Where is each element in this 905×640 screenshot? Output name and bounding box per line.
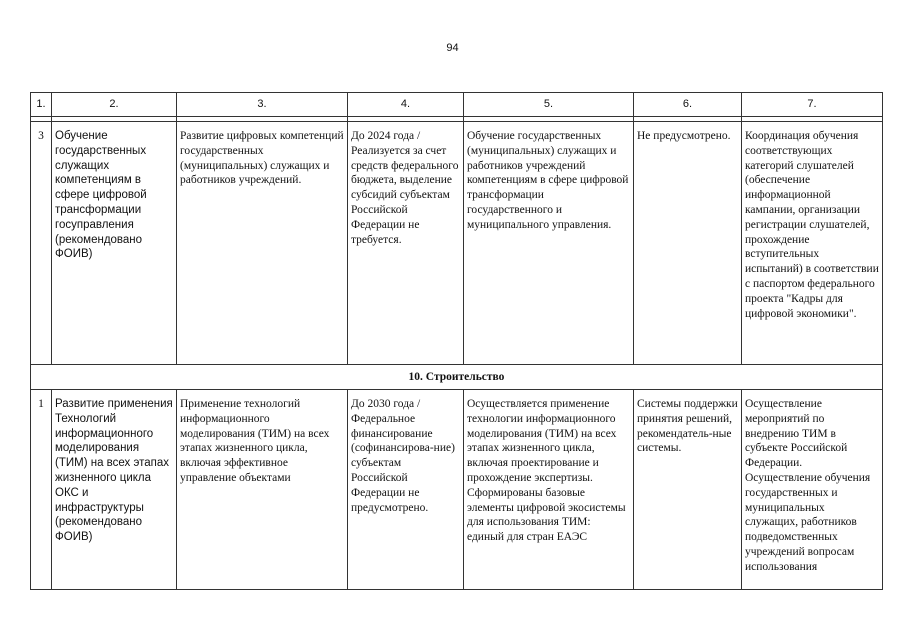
page-number: 94 bbox=[446, 42, 459, 54]
measure-actions: Координация обучения соответствующих категорий слушателей (обеспечение информационной кампании, организации регистрации слушателей, прохождение вступительных испытаний) в соответствии с паспортом федерального проекта "Кадры для цифровой экономики". bbox=[742, 122, 883, 365]
header-cell: 2. bbox=[52, 93, 177, 117]
measure-deadline: До 2030 года / Федеральное финансирование (софинансирова-ние) субъектам Российской Федерации не предусмотрено. bbox=[348, 390, 464, 590]
table-row bbox=[31, 390, 883, 590]
row-number: 3 bbox=[31, 122, 52, 365]
measure-system: Системы поддержки принятия решений, рекомендатель-ные системы. bbox=[634, 390, 742, 590]
measure-result: Обучение государственных (муниципальных) служащих и работников учреждений компетенциям в сфере цифровой трансформации государственного и муниципального управления. bbox=[464, 122, 634, 365]
header-cell: 5. bbox=[464, 93, 634, 117]
header-cell: 1. bbox=[31, 93, 52, 117]
header-cell: 4. bbox=[348, 93, 464, 117]
measure-result: Осуществляется применение технологии информационного моделирования (ТИМ) на всех этапах жизненного цикла, включая проектирование и прохождение экспертизы. Сформированы базовые элементы цифровой экосистемы для использования ТИМ: единый для стран ЕАЭС bbox=[464, 390, 634, 590]
measure-name: Обучение государственных служащих компетенциям в сфере цифровой трансформации госуправления (рекомендовано ФОИВ) bbox=[52, 122, 177, 365]
section-title: 10. Строительство bbox=[31, 365, 883, 390]
measure-system: Не предусмотрено. bbox=[634, 122, 742, 365]
header-cell: 6. bbox=[634, 93, 742, 117]
measure-goal: Развитие цифровых компетенций государственных (муниципальных) служащих и работников учреждений. bbox=[177, 122, 348, 365]
measure-name: Развитие применения Технологий информационного моделирования (ТИМ) на всех этапах жизненного цикла ОКС и инфраструктуры (рекомендовано ФОИВ) bbox=[52, 390, 177, 590]
header-cell: 3. bbox=[177, 93, 348, 117]
table-row bbox=[31, 122, 883, 365]
measures-table bbox=[30, 92, 883, 590]
measure-actions: Осуществление мероприятий по внедрению ТИМ в субъекте Российской Федерации. Осуществление обучения государственных и муниципальных служащих, работников подведомственных учреждений вопросам использования bbox=[742, 390, 883, 590]
measure-goal: Применение технологий информационного моделирования (ТИМ) на всех этапах жизненного цикла, включая эффективное управление объектами bbox=[177, 390, 348, 590]
measure-deadline: До 2024 года / Реализуется за счет средств федерального бюджета, выделение субсидий субъектам Российской Федерации не требуется. bbox=[348, 122, 464, 365]
row-number: 1 bbox=[31, 390, 52, 590]
header-cell: 7. bbox=[742, 93, 883, 117]
section-row bbox=[31, 365, 883, 390]
table-header-row bbox=[31, 93, 883, 117]
